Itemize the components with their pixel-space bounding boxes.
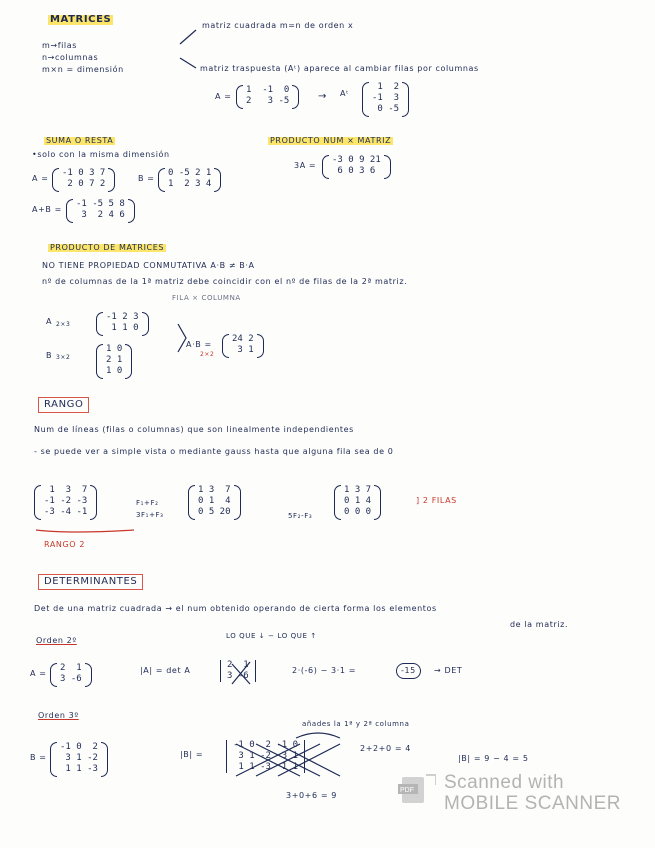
orden2-suffix: → DET — [434, 666, 463, 675]
svg-text:PDF: PDF — [400, 787, 414, 794]
producto-matrix-b: 1 0 2 1 1 0 — [96, 344, 132, 377]
orden2-hint: LO QUE ↓ − LO QUE ↑ — [226, 632, 317, 640]
orden2-title: Orden 2º — [36, 636, 77, 645]
scanner-watermark-line2: MOBILE SCANNER — [444, 793, 621, 814]
producto-num-label: 3A = — [294, 161, 317, 170]
def-columnas: n→columnas — [42, 53, 99, 62]
orden2-a-label: A = — [30, 669, 47, 678]
orden2-result: -15 — [396, 663, 421, 679]
producto-num-title: PRODUCTO NUM × MATRIZ — [270, 136, 392, 145]
producto-mat-line1: NO TIENE PROPIEDAD CONMUTATIVA A·B ≠ B·A — [42, 261, 255, 270]
orden3-det-matrix: -1 0 2 -1 0 3 1 -2 3 1 1 1 -3 1 1 — [226, 740, 305, 773]
orden2-calc: 2·(-6) − 3·1 = — [292, 666, 357, 675]
suma-matrix-a: -1 0 3 7 2 0 7 2 — [52, 168, 115, 190]
orden2-matrix-a: 2 1 3 -6 — [50, 663, 92, 685]
matrix-a: 1 -1 0 2 3 -5 — [236, 85, 299, 107]
producto-a-label: A — [46, 317, 53, 326]
fila-columna-hint: FILA × COLUMNA — [172, 294, 241, 302]
suma-matrix-b: 0 -5 2 1 1 2 3 4 — [158, 168, 221, 190]
suma-b-label: B = — [138, 174, 155, 183]
suma-ab-label: A+B = — [32, 205, 62, 214]
orden3-hint: añades la 1ª y 2ª columna — [302, 720, 410, 728]
orden3-sum-down: 2+2+0 = 4 — [360, 744, 411, 753]
rango-title: RANGO — [38, 397, 89, 413]
rango-filas-note: ] 2 FILAS — [416, 496, 457, 505]
matrix-a-label: A = — [215, 92, 232, 101]
rango-result: RANGO 2 — [44, 540, 86, 549]
rango-matrix-3: 1 3 7 0 1 4 0 0 0 — [334, 485, 381, 518]
orden3-det-label: |B| = — [180, 750, 204, 759]
producto-mat-line2: nº de columnas de la 1ª matriz debe coincidir con el nº de filas de la 2ª matriz. — [42, 277, 408, 286]
rango-line2: - se puede ver a simple vista o mediante gauss hasta que alguna fila sea de 0 — [34, 447, 394, 456]
rango-matrix-1: 1 3 7 -1 -2 -3 -3 -4 -1 — [34, 485, 97, 518]
rango-line1: Num de líneas (filas o columnas) que son linealmente independientes — [34, 425, 354, 434]
orden2-det-matrix: 2 1 3 -6 — [220, 660, 256, 682]
suma-matrix-ab: -1 -5 5 8 3 2 4 6 — [66, 199, 135, 221]
rango-op-2: 3F₁+F₃ — [136, 511, 164, 519]
determinantes-line2: de la matriz. — [510, 620, 569, 629]
def-dimension: m×n = dimensión — [42, 65, 124, 74]
rango-matrix-2: 1 3 7 0 1 4 0 5 20 — [188, 485, 241, 518]
determinantes-title: DETERMINANTES — [38, 574, 143, 590]
orden3-b-label: B = — [30, 753, 47, 762]
producto-b-label: B — [46, 351, 53, 360]
arrow-icon: → — [318, 91, 327, 102]
suma-note: •solo con la misma dimensión — [32, 150, 170, 159]
producto-num-matrix: -3 0 9 21 6 0 3 6 — [322, 155, 391, 177]
matriz-cuadrada-note: matriz cuadrada m=n de orden x — [202, 21, 354, 30]
producto-matrix-a: -1 2 3 1 1 0 — [96, 312, 149, 334]
producto-result-dim: 2×2 — [200, 351, 215, 358]
scanner-watermark — [444, 772, 621, 814]
page-title: MATRICES — [50, 14, 112, 25]
producto-mat-title: PRODUCTO DE MATRICES — [50, 243, 165, 252]
producto-result-matrix: 24 2 3 1 — [222, 334, 264, 356]
producto-b-dim: 3×2 — [56, 354, 71, 361]
producto-result-label: A·B = — [186, 340, 212, 349]
suma-title: SUMA O RESTA — [46, 136, 114, 145]
def-filas: m→filas — [42, 41, 78, 50]
suma-a-label: A = — [32, 174, 49, 183]
orden3-title: Orden 3º — [38, 711, 79, 720]
rango-op-3: 5F₂-F₃ — [288, 512, 313, 520]
orden3-sum-up: 3+0+6 = 9 — [286, 791, 337, 800]
matrix-at: 1 2 -1 3 0 -5 — [362, 82, 409, 115]
orden3-matrix-b: -1 0 2 3 1 -2 1 1 -3 — [50, 742, 108, 775]
matriz-traspuesta-note: matriz traspuesta (Aᵗ) aparece al cambiar filas por columnas — [200, 64, 479, 73]
orden3-result: |B| = 9 − 4 = 5 — [458, 754, 529, 763]
pdf-logo-icon — [398, 771, 436, 805]
scanner-watermark-line1: Scanned with — [444, 772, 565, 793]
rango-op-1: F₁+F₂ — [136, 499, 159, 507]
determinantes-line1: Det de una matriz cuadrada → el num obtenido operando de cierta forma los elementos — [34, 604, 437, 613]
orden2-det-label: |A| = det A — [140, 666, 191, 675]
matrix-at-label: Aᵗ — [340, 89, 350, 98]
producto-a-dim: 2×3 — [56, 321, 71, 328]
